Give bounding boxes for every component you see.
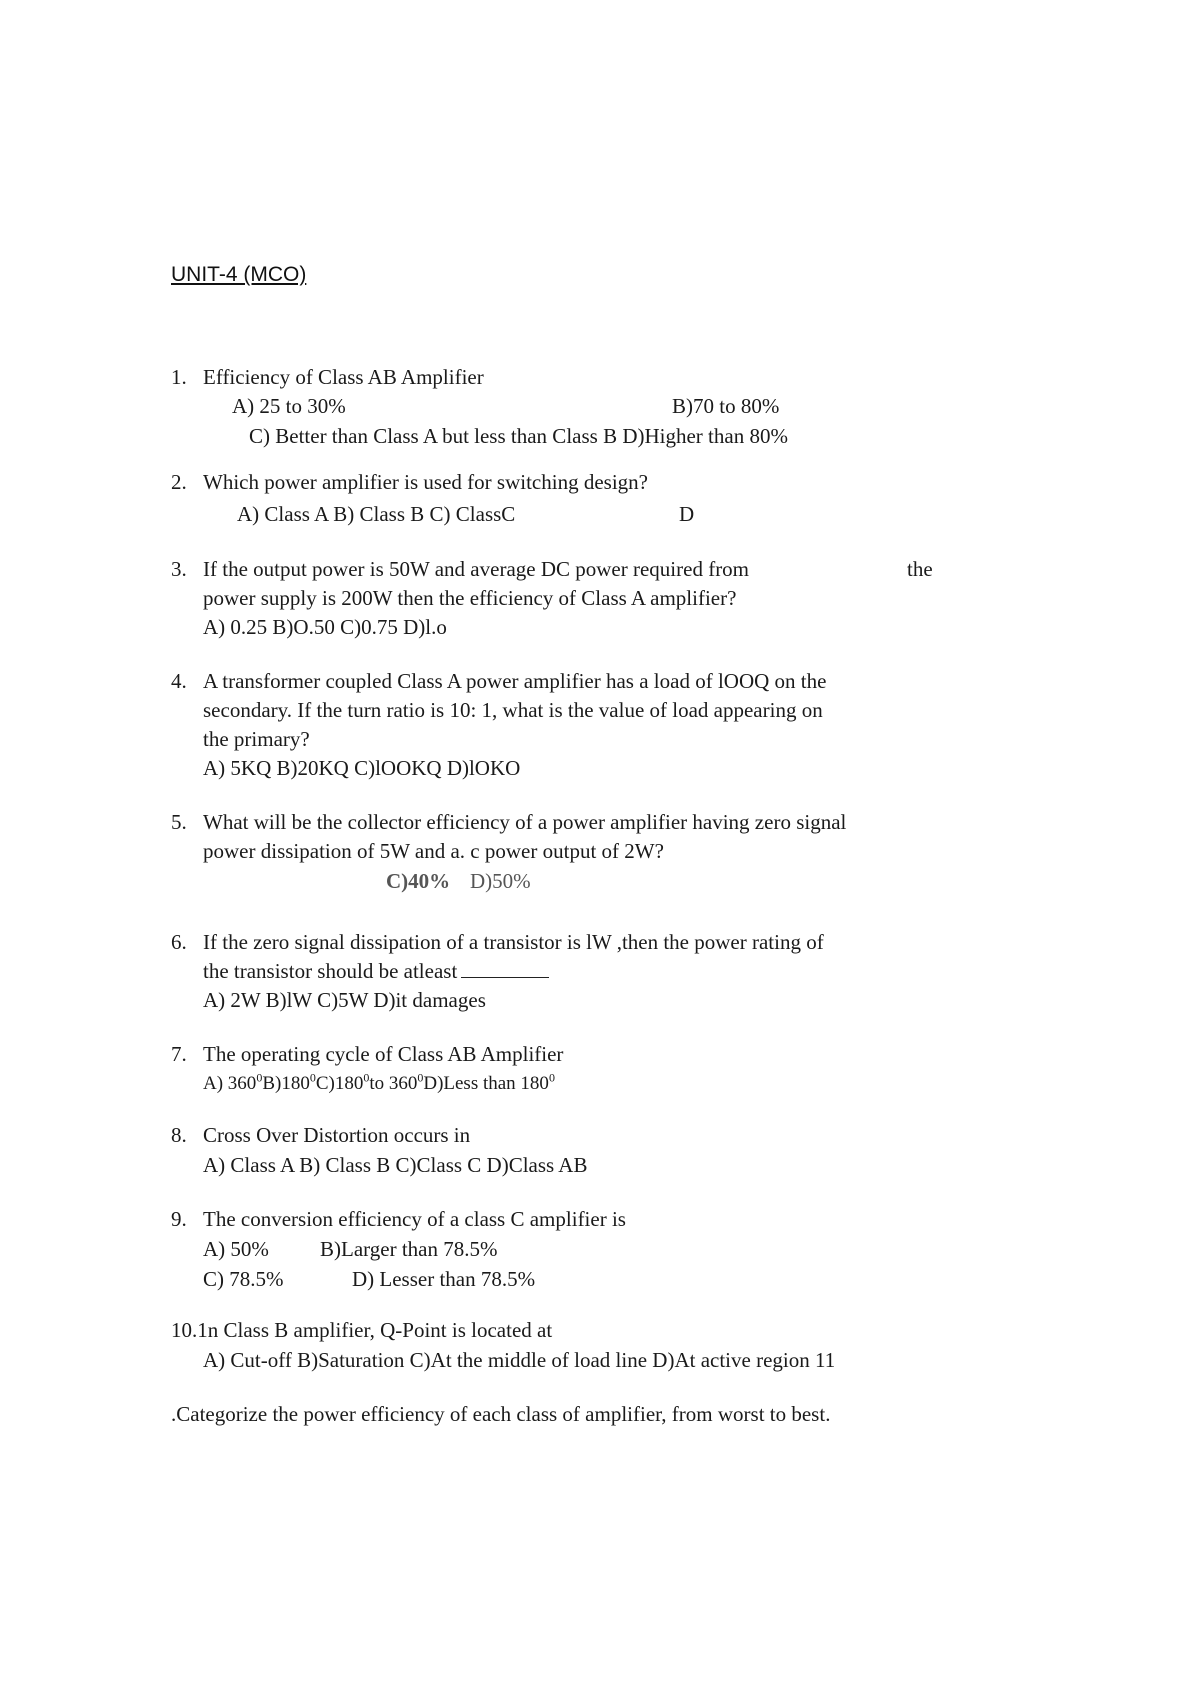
question-3-line-2: power supply is 200W then the efficiency of Class A amplifier? [203,586,737,610]
question-6-line-2-text: the transistor should be atleast [203,959,458,983]
question-1-option-b: B)70 to 80% [672,394,780,418]
question-number-4: 4. [171,669,187,693]
question-1-option-a: A) 25 to 30% [232,394,346,418]
question-9-text: The conversion efficiency of a class C amplifier is [203,1207,626,1231]
question-number-1: 1. [171,365,187,389]
question-7-text: The operating cycle of Class AB Amplifier [203,1042,564,1066]
question-4-line-3: the primary? [203,727,310,751]
question-9-option-d: D) Lesser than 78.5% [352,1267,536,1291]
q7-option-b: B)180 [262,1073,310,1094]
question-3-options: A) 0.25 B)O.50 C)0.75 D)l.o [203,615,447,639]
question-10-options: A) Cut-off B)Saturation C)At the middle of load line D)At active region 11 [203,1348,836,1372]
question-9-option-b: B)Larger than 78.5% [320,1237,498,1261]
question-10-text: 10.1n Class B amplifier, Q-Point is located at [171,1318,553,1342]
question-5-line-1: What will be the collector efficiency of a power amplifier having zero signal [203,810,847,834]
q7-option-a: A) 360 [203,1073,257,1094]
degree-sup: 0 [309,1070,316,1085]
degree-sup: 0 [548,1070,555,1085]
question-5-line-2: power dissipation of 5W and a. c power output of 2W? [203,839,664,863]
question-number-9: 9. [171,1207,187,1231]
question-2-text: Which power amplifier is used for switching design? [203,470,648,494]
question-number-8: 8. [171,1123,187,1147]
q7-option-c2: to 360 [369,1073,418,1094]
degree-sup: 0 [256,1070,263,1085]
question-1-options-cd: C) Better than Class A but less than Class B D)Higher than 80% [249,424,788,448]
question-3-line-1: If the output power is 50W and average DC power required from [203,557,750,581]
question-number-2: 2. [171,470,187,494]
degree-sup: 0 [363,1070,370,1085]
question-4-line-2: secondary. If the turn ratio is 10: 1, what is the value of load appearing on [203,698,823,722]
question-number-7: 7. [171,1042,187,1066]
question-6-line-1: If the zero signal dissipation of a transistor is lW ,then the power rating of [203,930,824,954]
question-6-line-2 [203,959,549,983]
question-number-6: 6. [171,930,187,954]
question-8-text: Cross Over Distortion occurs in [203,1123,471,1147]
question-number-5: 5. [171,810,187,834]
question-5-option-d: D)50% [470,869,531,893]
question-9-option-c: C) 78.5% [203,1267,284,1291]
question-8-options: A) Class A B) Class B C)Class C D)Class AB [203,1153,588,1177]
question-3-line-1-end: the [907,557,933,581]
page-title: UNIT-4 (MCO) [171,263,307,286]
q7-option-c1: C)180 [315,1073,364,1094]
q7-option-d: D)Less than 180 [423,1073,549,1094]
question-4-line-1: A transformer coupled Class A power amplifier has a load of lOOQ on the [203,669,827,693]
question-1-text: Efficiency of Class AB Amplifier [203,365,484,389]
question-4-options: A) 5KQ B)20KQ C)lOOKQ D)lOKO [203,756,521,780]
degree-sup: 0 [417,1070,424,1085]
question-11-text: .Categorize the power efficiency of each class of amplifier, from worst to best. [171,1402,831,1426]
question-2-options: A) Class A B) Class B C) ClassC [237,502,516,526]
question-5-option-c: C)40% [386,869,451,893]
question-9-option-a: A) 50% [203,1237,269,1261]
answer-blank [461,976,549,978]
question-6-options: A) 2W B)lW C)5W D)it damages [203,988,486,1012]
question-2-option-d: D [679,502,695,526]
question-number-3: 3. [171,557,187,581]
question-7-options [203,1072,555,1096]
